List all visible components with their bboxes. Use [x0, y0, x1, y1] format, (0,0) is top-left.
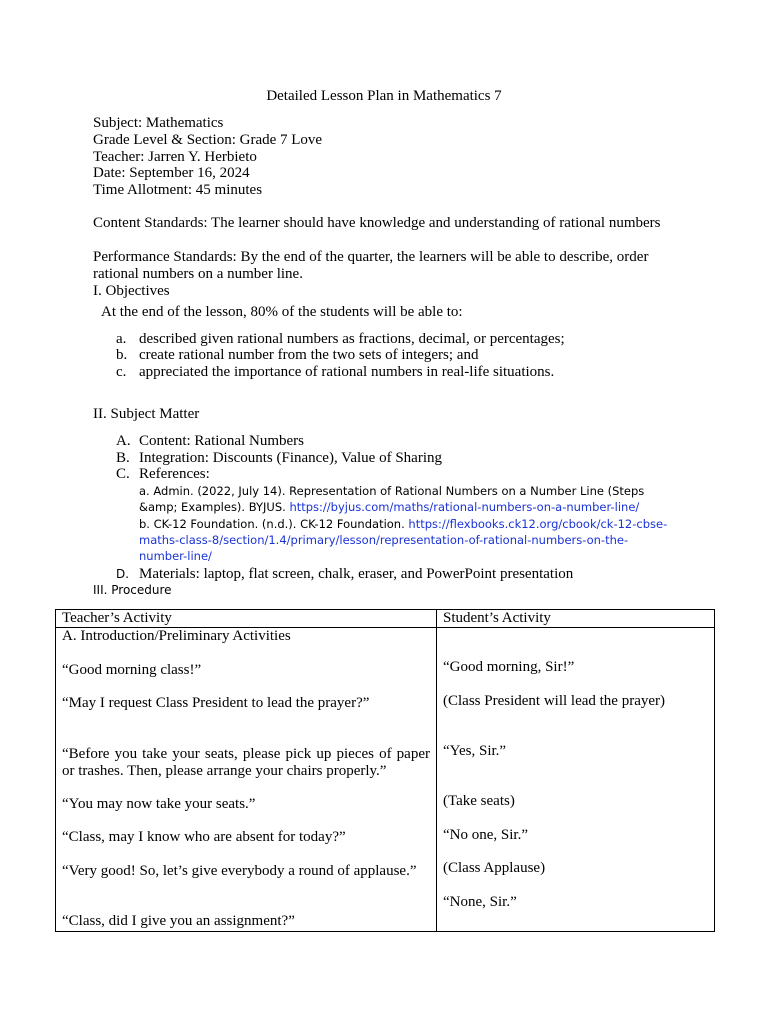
subject-item-references: References:	[139, 466, 210, 482]
objective-item-c: appreciated the importance of rational numbers in real-life situations.	[139, 364, 555, 380]
student-line: (Class President will lead the prayer)	[443, 693, 666, 709]
subject-item-integration: Integration: Discounts (Finance), Value of Sharing	[139, 450, 442, 466]
teacher-line: “Before you take your seats, please pick up pieces of paper or trashes. Then, please arrange your chairs properly.”	[62, 746, 430, 779]
procedure-heading: III. Procedure	[93, 583, 172, 597]
reference-b-link-part3[interactable]: number-line/	[139, 549, 212, 563]
student-line: “No one, Sir.”	[443, 827, 528, 843]
teacher-line: Teacher: Jarren Y. Herbieto	[93, 149, 257, 165]
document-title: Detailed Lesson Plan in Mathematics 7	[266, 88, 502, 104]
student-line: (Class Applause)	[443, 860, 546, 876]
student-line: “Good morning, Sir!”	[443, 659, 575, 675]
reference-a-line1: a. Admin. (2022, July 14). Representation of Rational Numbers on a Number Line (Steps	[139, 484, 645, 498]
performance-standards: Performance Standards: By the end of the quarter, the learners will be able to describe, order rational numbers on a number line.	[93, 249, 649, 282]
date-line: Date: September 16, 2024	[93, 165, 250, 181]
teacher-activity-header: Teacher’s Activity	[56, 610, 437, 628]
procedure-header-row	[56, 610, 715, 628]
grade-line: Grade Level & Section: Grade 7 Love	[93, 132, 323, 148]
reference-b-line1	[139, 516, 667, 532]
objectives-heading: I. Objectives	[93, 283, 170, 299]
subject-marker-a: A.	[116, 433, 131, 449]
time-allotment-line: Time Allotment: 45 minutes	[93, 182, 263, 198]
procedure-body-row	[56, 628, 715, 932]
objective-marker-b: b.	[116, 347, 128, 363]
student-line: “Yes, Sir.”	[443, 743, 507, 759]
reference-a-line2	[139, 499, 639, 515]
subject-matter-heading: II. Subject Matter	[93, 406, 200, 422]
teacher-line: “You may now take your seats.”	[62, 796, 256, 812]
student-line: (Take seats)	[443, 793, 515, 809]
reference-b-link-part2[interactable]: maths-class-8/section/1.4/primary/lesson/representation-of-rational-numbers-on-the-	[139, 533, 629, 547]
subject-line: Subject: Mathematics	[93, 115, 224, 131]
objective-item-b: create rational number from the two sets of integers; and	[139, 347, 479, 363]
section-heading-introduction: A. Introduction/Preliminary Activities	[62, 628, 291, 644]
objective-marker-c: c.	[116, 364, 127, 380]
reference-b-link-part1[interactable]: https://flexbooks.ck12.org/cbook/ck-12-cbse-	[408, 517, 668, 531]
teacher-line: “Good morning class!”	[62, 662, 202, 678]
reference-a-text: &amp; Examples). BYJUS.	[139, 500, 290, 514]
student-line: “None, Sir.”	[443, 894, 517, 910]
subject-item-content: Content: Rational Numbers	[139, 433, 304, 449]
teacher-line: “Very good! So, let’s give everybody a round of applause.”	[62, 863, 417, 879]
materials-marker: D.	[116, 567, 130, 581]
subject-marker-c: C.	[116, 466, 130, 482]
materials-line: Materials: laptop, flat screen, chalk, eraser, and PowerPoint presentation	[139, 566, 574, 582]
objectives-intro: At the end of the lesson, 80% of the students will be able to:	[101, 304, 463, 320]
objective-marker-a: a.	[116, 331, 127, 347]
student-activity-cell	[437, 628, 715, 932]
reference-a-link[interactable]: https://byjus.com/maths/rational-numbers-on-a-number-line/	[289, 500, 640, 514]
teacher-line: “May I request Class President to lead the prayer?”	[62, 695, 370, 711]
content-standards: Content Standards: The learner should have knowledge and understanding of rational numbers	[93, 215, 661, 231]
objective-item-a: described given rational numbers as fractions, decimal, or percentages;	[139, 331, 565, 347]
teacher-activity-cell	[56, 628, 437, 932]
procedure-table	[55, 609, 715, 932]
reference-b-text: b. CK-12 Foundation. (n.d.). CK-12 Foundation.	[139, 517, 409, 531]
teacher-line: “Class, did I give you an assignment?”	[62, 913, 295, 929]
subject-marker-b: B.	[116, 450, 130, 466]
teacher-line: “Class, may I know who are absent for today?”	[62, 829, 346, 845]
student-activity-header: Student’s Activity	[437, 610, 715, 628]
